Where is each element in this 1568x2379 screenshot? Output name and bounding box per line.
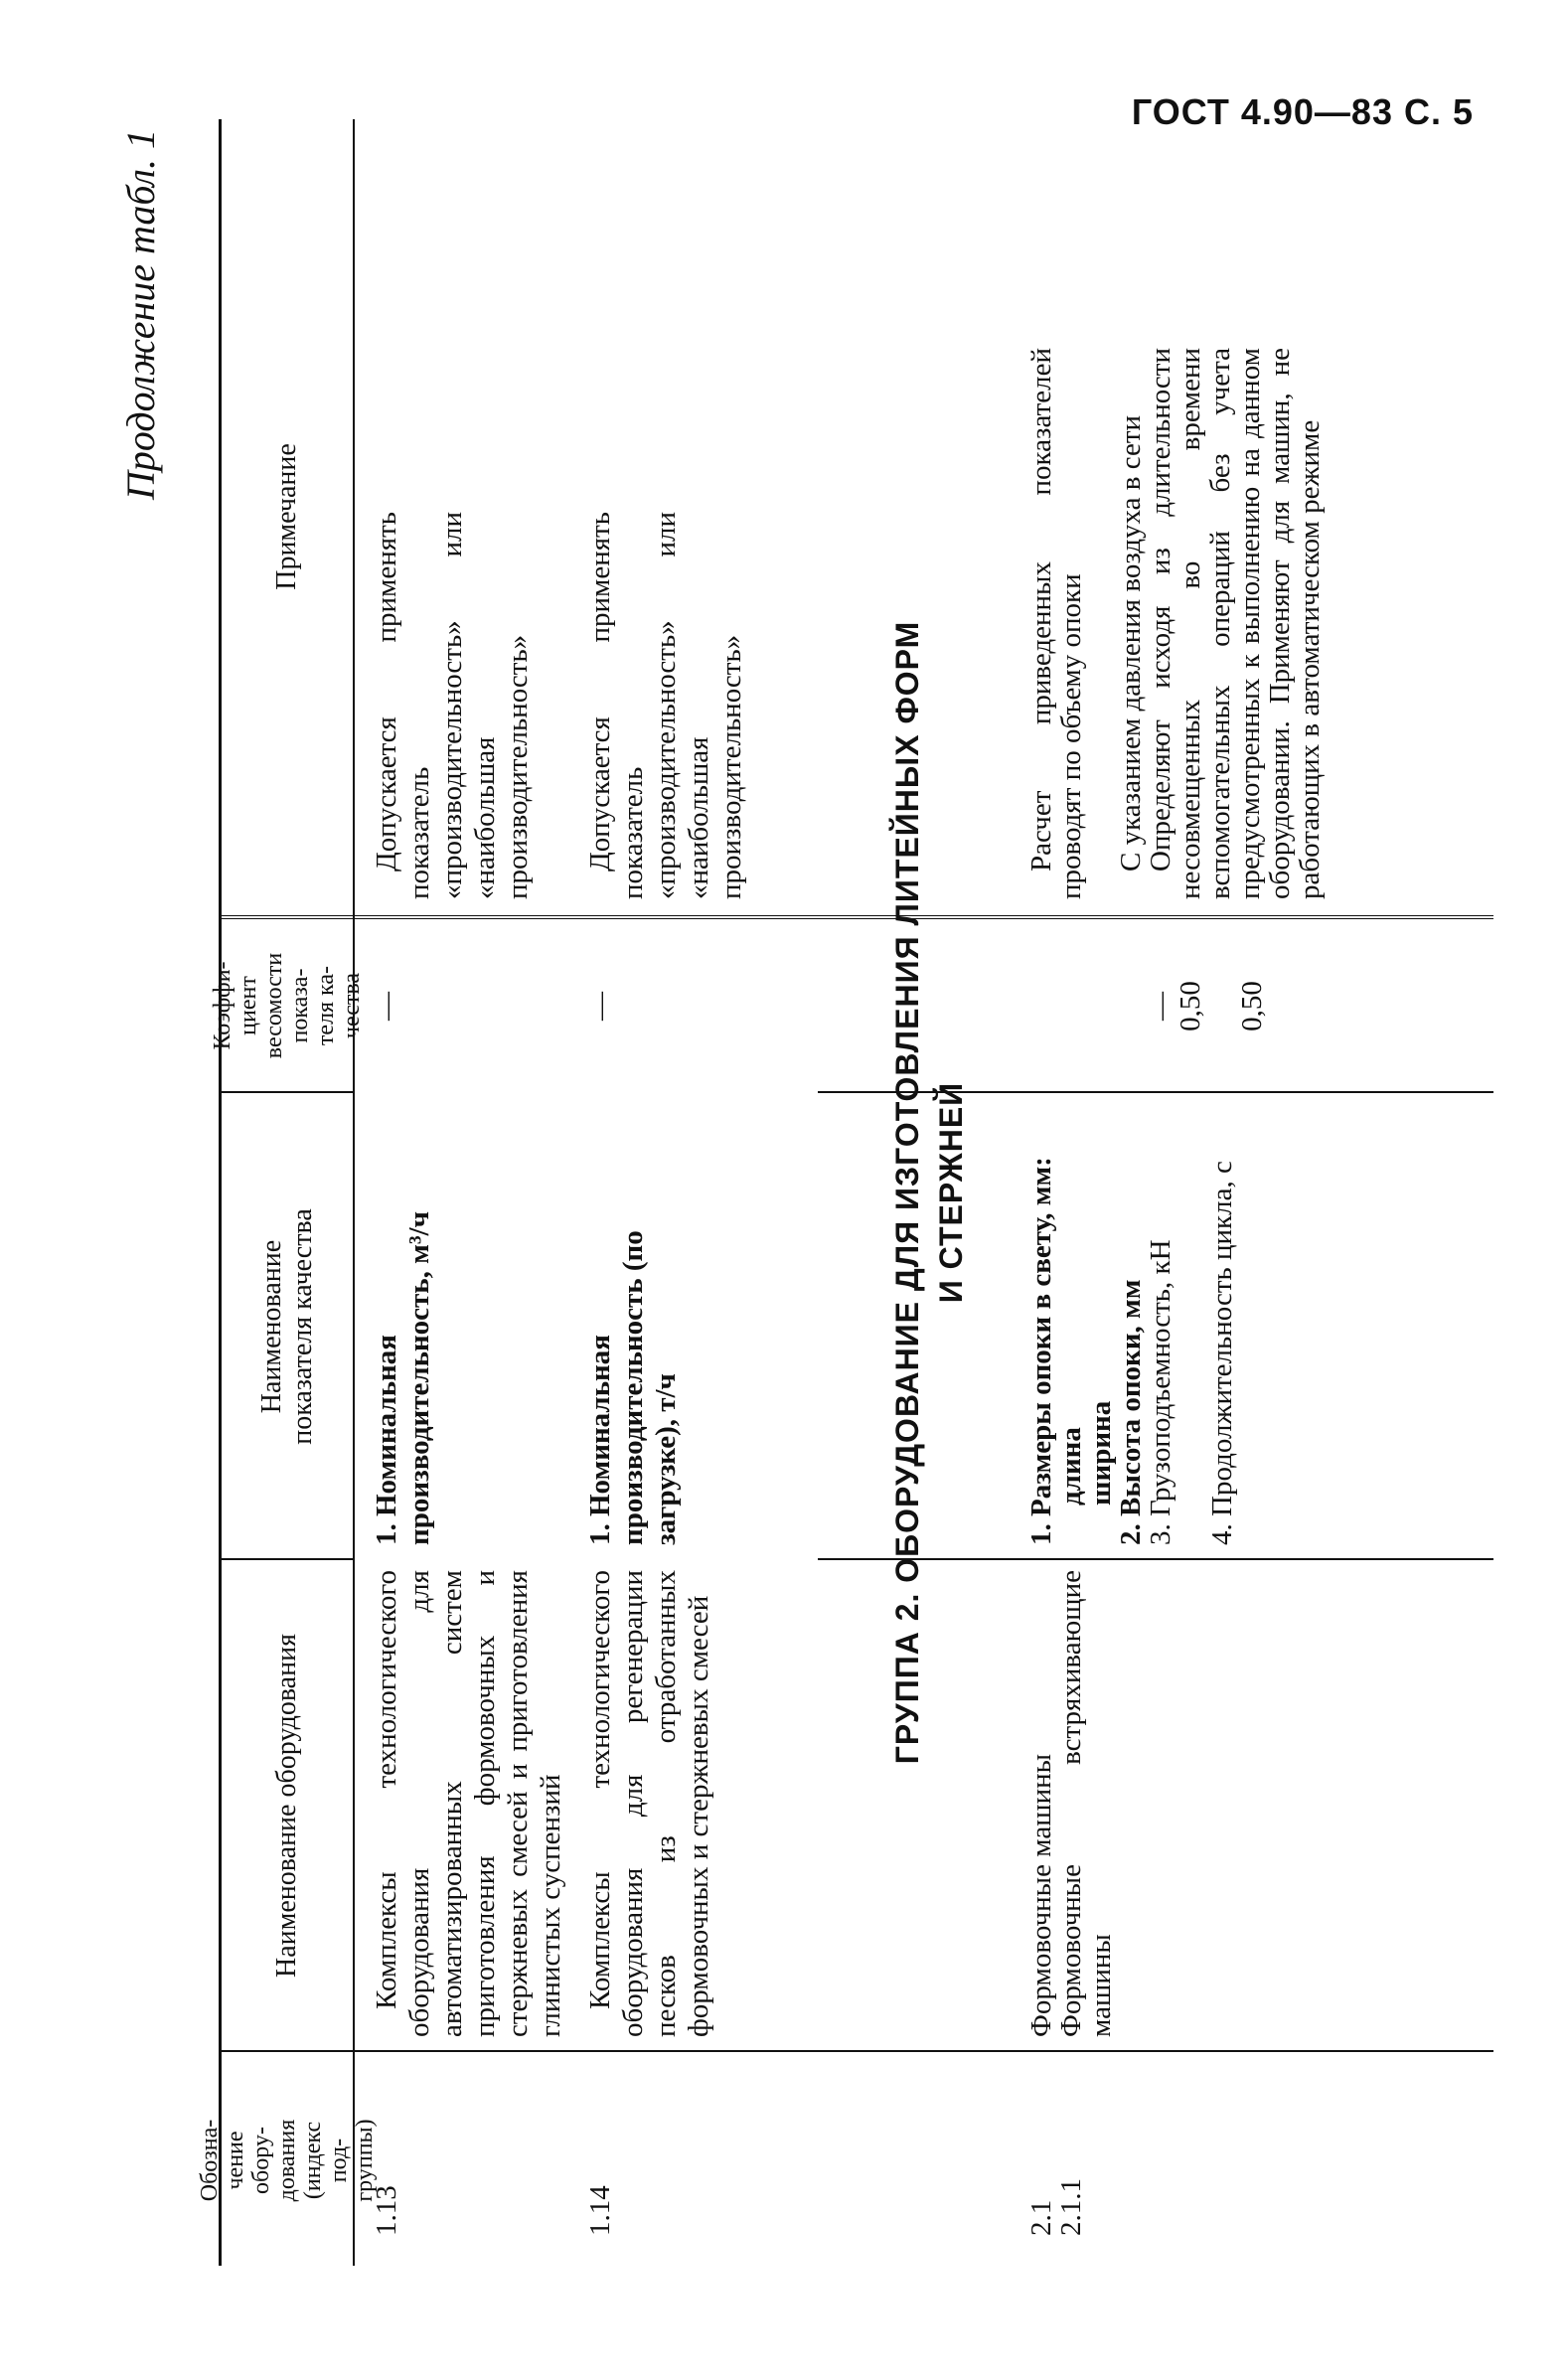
indicator-load-capacity: 3. Грузоподъемность, кН [1145, 1239, 1176, 1545]
row-coefficient: — [584, 992, 616, 1021]
row-code: 1.14 [584, 2185, 616, 2236]
rotated-table-area [109, 119, 1520, 2266]
header-divider [353, 119, 355, 2266]
column-divider [222, 1091, 353, 1093]
column-divider [222, 2050, 1493, 2052]
note-cycle-time: Определяют исходя из длительности несовмещенных во времени вспомогательных операций без учета предусмотренных к выполнению на данном оборудовании. Применяют для машин, не работающих в автоматическом режиме [1145, 348, 1326, 899]
code-2-1: 2.1 [1025, 2199, 1057, 2236]
header-equipment: Наименование оборудования [271, 1634, 302, 1978]
column-divider [222, 1558, 353, 1560]
quality-indicators-table [197, 119, 1493, 2266]
row-indicator: 1. Номинальная производительность, м³/ч [371, 1211, 435, 1545]
group-divider [818, 119, 819, 2266]
indicator-length: длина [1055, 1427, 1087, 1506]
equipment-forming-machines: Формовочные машины [1025, 1753, 1057, 2037]
row-code: 1.13 [371, 2185, 402, 2236]
row-equipment: Комплексы технологического оборудования для автоматизированных систем приготовления формовочных и стержневых смесей и приготовления глинистых суспензий [371, 1570, 566, 2037]
header-coefficient: Коэффи- циент весомости показа- теля ка- чества [210, 952, 365, 1059]
equipment-jolt-machines: Формовочные встряхивающие машины [1055, 1570, 1117, 2037]
row-equipment: Комплексы технологического оборудования для регенерации песков из отработанных формовочных и стержневых смесей [584, 1570, 714, 2037]
row-note: Допускается применять показатель «производительность» или «наибольшая производительность» [371, 512, 534, 899]
code-2-1-1: 2.1.1 [1055, 2178, 1087, 2236]
row-coefficient: — [371, 992, 402, 1021]
row-note [1026, 348, 1325, 899]
coefficient-value: 0,50 [1175, 981, 1206, 1031]
row-code [1026, 2057, 1086, 2236]
row-coefficient [1026, 924, 1267, 1088]
note-air-pressure: С указанием давления воздуха в сети [1115, 414, 1147, 872]
column-divider [222, 915, 1493, 919]
group-title-line: ГРУППА 2. ОБОРУДОВАНИЕ ДЛЯ ИЗГОТОВЛЕНИЯ ЛИТЕЙНЫХ ФОРМ [889, 620, 925, 1765]
coefficient-dash: — [1145, 992, 1176, 1021]
row-indicator: 1. Номинальная производительность (по загрузке), т/ч [584, 1230, 682, 1545]
indicator-width: ширина [1085, 1400, 1117, 1506]
coefficient-value: 0,50 [1236, 981, 1268, 1031]
page-header: ГОСТ 4.90—83 С. 5 [1131, 91, 1474, 132]
note-flask-size: Расчет приведенных показателей проводят по объему опоки [1025, 348, 1087, 899]
group-title-line: И СТЕРЖНЕЙ [933, 1081, 969, 1304]
row-note: Допускается применять показатель «производительность» или «наибольшая производительность» [584, 512, 747, 899]
indicator-flask-size: 1. Размеры опоки в свету, мм: [1025, 1157, 1057, 1545]
row-indicator [1026, 1108, 1237, 1545]
group-2-title [885, 119, 973, 2266]
header-indicator: Наименование показателя качества [256, 1208, 318, 1445]
table-continuation-label: Продолжение табл. 1 [118, 129, 163, 501]
indicator-flask-height: 2. Высота опоки, мм [1115, 1279, 1147, 1545]
header-note: Примечание [271, 443, 302, 590]
row-equipment [1026, 1570, 1116, 2037]
indicator-cycle-time: 4. Продолжительность цикла, с [1206, 1161, 1238, 1545]
header-designation: Обозна- чение обору- дования (индекс под- группы) [197, 2119, 378, 2202]
